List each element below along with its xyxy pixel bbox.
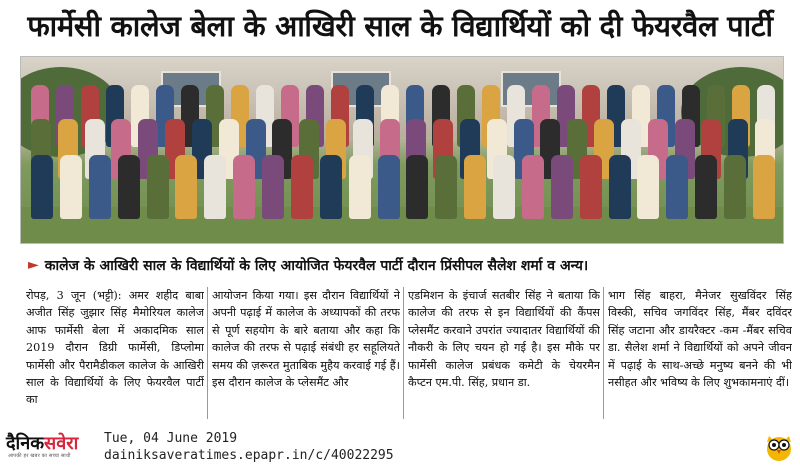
person-silhouette bbox=[89, 155, 111, 219]
person-silhouette bbox=[464, 155, 486, 219]
person-silhouette bbox=[204, 155, 226, 219]
person-silhouette bbox=[60, 155, 82, 219]
group-photo bbox=[20, 56, 784, 244]
logo-tagline: आपकी हर खबर का सच्चा साथी bbox=[8, 453, 71, 459]
edition-meta bbox=[104, 430, 394, 464]
logo-text-accent: सवेरा bbox=[44, 433, 79, 454]
person-silhouette bbox=[753, 155, 775, 219]
person-silhouette bbox=[637, 155, 659, 219]
person-silhouette bbox=[320, 155, 342, 219]
article-body bbox=[26, 287, 792, 427]
person-silhouette bbox=[695, 155, 717, 219]
person-silhouette bbox=[551, 155, 573, 219]
person-silhouette bbox=[493, 155, 515, 219]
person-silhouette bbox=[609, 155, 631, 219]
newspaper-logo bbox=[6, 431, 98, 463]
article-column-2: आयोजन किया गया। इस दौरान विद्यार्थियों ने अपनी पढ़ाई में कालेज के अध्यापकों की तरफ से पूर्ण सहयोग के बारे बताया और कहा कि कालेज की तरफ से पढ़ाई संबंधी हर सहूलियते समय की ज़रूरत मुताबिक मुहैय करवाई गई हैं। इस दौरान कालेज के प्लेसमैंट और bbox=[212, 289, 400, 390]
article-column-4: भाग सिंह बाहरा, मैनेजर सुखविंदर सिंह विस्की, सचिव जगविंदर सिंह, मैंबर दविंदर सिंह जटाना और डायरैक्टर -कम -मैंबर सचिव डा. सैलेश शर्मा ने विद्यार्थियों को अपने जीवन में पढ़ाई के साथ-अच्छे मनुष्य बनने की भी नसीहत और भविष्य के लिए शुभकामनाएं दीं। bbox=[608, 289, 792, 390]
person-silhouette bbox=[147, 155, 169, 219]
person-silhouette bbox=[724, 155, 746, 219]
article-column-1: रोपड़, 3 जून (भट्टी): अमर शहीद बाबा अजीत सिंह जुझार सिंह मैमोरियल कालेज आफ फार्मेसी बेला में अकादमिक साल 2019 दौरान डिग्री फार्मेसी, डिप्लोमा फार्मेसी और पैरामैडीकल कालेज के आखिरी साल के विद्यार्थियों के लिए फेयरवैल पार्टी का bbox=[26, 289, 204, 407]
person-silhouette bbox=[233, 155, 255, 219]
column-divider bbox=[207, 287, 208, 419]
article-column-3: एडमिशन के इंचार्ज सतबीर सिंह ने बताया कि कालेज की तरफ से इन विद्यार्थियों की कैंपस प्लेसमैंट करवाने उपरांत ज्यादातर विद्यार्थियों की नौकरी के लिए चयन हो गई है। इस मौके पर फार्मेसी कालेज प्रबंधक कमेटी के चेयरमैन कैप्टन एम.पी. सिंह, प्रधान डा. bbox=[408, 289, 600, 390]
people-row-front bbox=[31, 155, 775, 219]
person-silhouette bbox=[580, 155, 602, 219]
clip-url[interactable]: dainiksaveratimes.epapr.in/c/40022295 bbox=[104, 448, 394, 463]
owl-icon bbox=[764, 430, 794, 462]
column-divider bbox=[403, 287, 404, 419]
caption-bullet-icon: ► bbox=[28, 257, 39, 273]
person-silhouette bbox=[175, 155, 197, 219]
person-silhouette bbox=[522, 155, 544, 219]
caption-text: कालेज के आखिरी साल के विद्यार्थियों के लिए आयोजित फेयरवैल पार्टी दौरान प्रिंसीपल सैलेश शर्मा व अन्य। bbox=[44, 257, 589, 274]
headline: फार्मेसी कालेज बेला के आखिरी साल के विद्यार्थियों को दी फेयरवैल पार्टी bbox=[27, 8, 773, 43]
edition-date: Tue, 04 June 2019 bbox=[104, 431, 238, 446]
person-silhouette bbox=[435, 155, 457, 219]
person-silhouette bbox=[378, 155, 400, 219]
photo-caption bbox=[20, 252, 784, 278]
person-silhouette bbox=[406, 155, 428, 219]
person-silhouette bbox=[262, 155, 284, 219]
column-divider bbox=[603, 287, 604, 419]
person-silhouette bbox=[31, 155, 53, 219]
person-silhouette bbox=[291, 155, 313, 219]
logo-text-main: दैनिक bbox=[6, 433, 45, 454]
page-footer bbox=[0, 428, 800, 466]
person-silhouette bbox=[349, 155, 371, 219]
person-silhouette bbox=[118, 155, 140, 219]
person-silhouette bbox=[666, 155, 688, 219]
